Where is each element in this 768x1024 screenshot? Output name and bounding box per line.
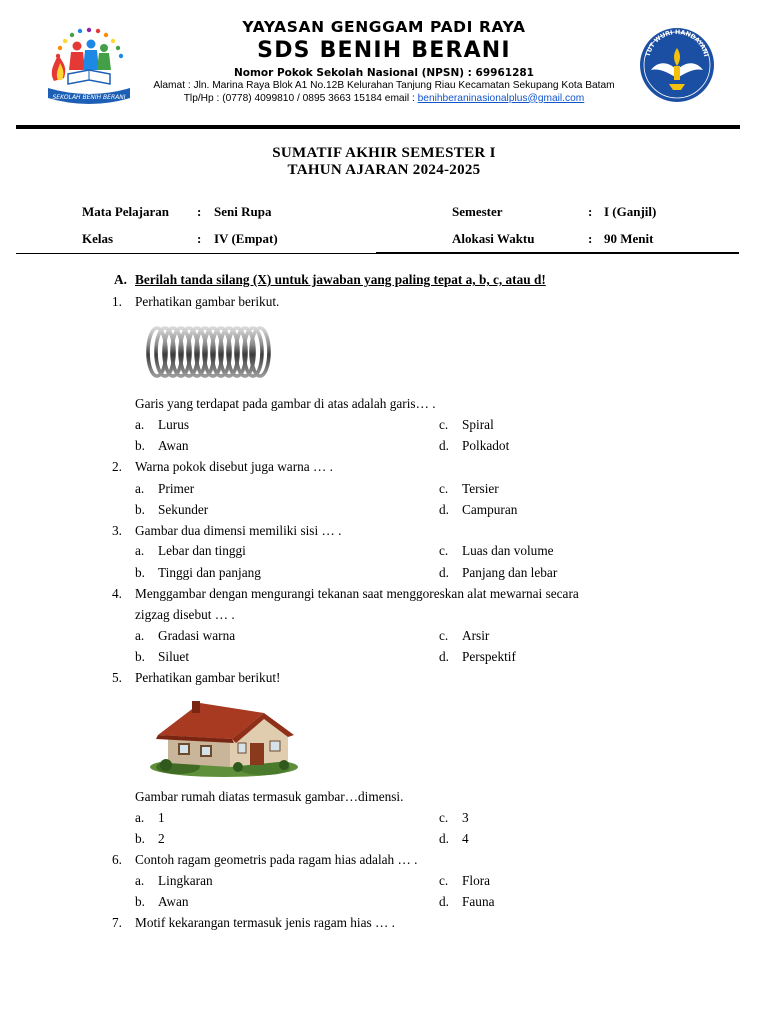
svg-text:SEKOLAH BENIH BERANI: SEKOLAH BENIH BERANI [52,94,126,101]
option-text: Gradasi warna [158,628,236,643]
question-text-followup: Garis yang terdapat pada gambar di atas adalah garis… . [135,396,436,411]
option-letter: d. [439,831,449,846]
option-letter: a. [135,873,145,888]
school-contact [140,93,628,106]
semester-label: Semester [452,204,503,219]
class-colon: : [197,231,202,246]
option-letter: c. [439,481,449,496]
question-number: 6. [112,852,122,867]
question-text: Menggambar dengan mengurangi tekanan saat menggoreskan alat mewarnai secara [135,586,579,601]
class-label: Kelas [82,231,114,246]
time-value: 90 Menit [604,231,654,246]
question-text: Gambar dua dimensi memiliki sisi … . [135,523,342,538]
option-text: Arsir [462,628,490,643]
time-label: Alokasi Waktu [452,231,535,246]
option-text: Tersier [462,481,499,496]
letterhead-text [140,18,628,105]
question-text-followup: Gambar rumah diatas termasuk gambar…dimensi. [135,789,404,804]
tut-wuri-handayani-logo-icon [631,26,723,104]
question-number: 7. [112,915,122,930]
question-number: 5. [112,670,122,685]
foundation-name: YAYASAN GENGGAM PADI RAYA [242,18,526,36]
school-address: Alamat : Jln. Marina Raya Blok A1 No.12B Kelurahan Tanjung Riau Kecamatan Sekupang Kota Batam [153,80,615,91]
school-logo-icon [44,26,134,106]
option-text: Lurus [158,417,190,432]
question-number: 1. [112,294,122,309]
subject-colon: : [197,204,202,219]
option-text: Lebar dan tinggi [158,543,246,558]
option-letter: c. [439,628,449,643]
option-text: Awan [158,894,189,909]
exam-year: TAHUN AJARAN 2024-2025 [287,162,481,178]
option-text: Fauna [462,894,495,909]
question-number: 4. [112,586,122,601]
subject-label: Mata Pelajaran [82,204,170,219]
meta-divider-left [16,253,376,254]
semester-value: I (Ganjil) [604,204,657,219]
option-text: Campuran [462,502,518,517]
option-letter: d. [439,565,449,580]
option-letter: c. [439,417,449,432]
question-text: Motif kekarangan termasuk jenis ragam hias … . [135,915,395,930]
section-instruction-text: Berilah tanda silang (X) untuk jawaban yang paling tepat a, b, c, atau d! [135,272,546,287]
letterhead-divider [16,125,740,129]
question-number: 2. [112,459,122,474]
option-text: Sekunder [158,502,209,517]
school-name: SDS BENIH BERANI [257,38,511,63]
question-text: Perhatikan gambar berikut. [135,294,280,309]
option-text: Perspektif [462,649,516,664]
option-text: Awan [158,438,189,453]
house-image-icon [138,695,306,779]
question-text: Warna pokok disebut juga warna … . [135,459,333,474]
option-letter: c. [439,810,449,825]
option-text: Flora [462,873,491,888]
spring-coil-image-icon [143,323,273,381]
option-text: Lingkaran [158,873,213,888]
section-letter: A. [114,272,127,287]
contact-phone: Tlp/Hp : (0778) 4099810 / 0895 3663 15184 email : [183,92,418,104]
option-text: Siluet [158,649,190,664]
option-letter: a. [135,810,145,825]
section-instruction [114,272,546,288]
option-letter: b. [135,831,145,846]
option-text: 2 [158,831,165,846]
option-letter: b. [135,894,145,909]
option-text: Luas dan volume [462,543,554,558]
option-letter: a. [135,543,145,558]
option-text: Panjang dan lebar [462,565,558,580]
option-letter: c. [439,873,449,888]
option-letter: b. [135,565,145,580]
question-text: Contoh ragam geometris pada ragam hias adalah … . [135,852,418,867]
option-letter: d. [439,649,449,664]
question-text: Perhatikan gambar berikut! [135,670,281,685]
option-letter: d. [439,438,449,453]
email-link[interactable]: benihberaninasionalplus@gmail.com [417,92,585,104]
option-letter: a. [135,481,145,496]
option-letter: d. [439,502,449,517]
subject-value: Seni Rupa [214,204,272,219]
school-npsn: Nomor Pokok Sekolah Nasional (NPSN) : 69961281 [233,67,534,79]
option-letter: a. [135,417,145,432]
question-number: 3. [112,523,122,538]
option-letter: b. [135,438,145,453]
option-letter: b. [135,649,145,664]
option-text: 4 [462,831,469,846]
option-text: Spiral [462,417,494,432]
meta-divider-right [376,252,739,254]
option-text: 3 [462,810,469,825]
option-text: Polkadot [462,438,510,453]
class-value: IV (Empat) [214,231,278,246]
exam-title: SUMATIF AKHIR SEMESTER I [272,145,496,161]
option-letter: b. [135,502,145,517]
option-text: 1 [158,810,165,825]
option-text: Primer [158,481,195,496]
semester-colon: : [588,204,593,219]
time-colon: : [588,231,593,246]
option-text: Tinggi dan panjang [158,565,261,580]
svg-text:TUT WURI HANDAYANI: TUT WURI HANDAYANI [644,28,710,58]
option-letter: c. [439,543,449,558]
option-letter: a. [135,628,145,643]
question-text-continued: zigzag disebut … . [135,607,235,622]
option-letter: d. [439,894,449,909]
